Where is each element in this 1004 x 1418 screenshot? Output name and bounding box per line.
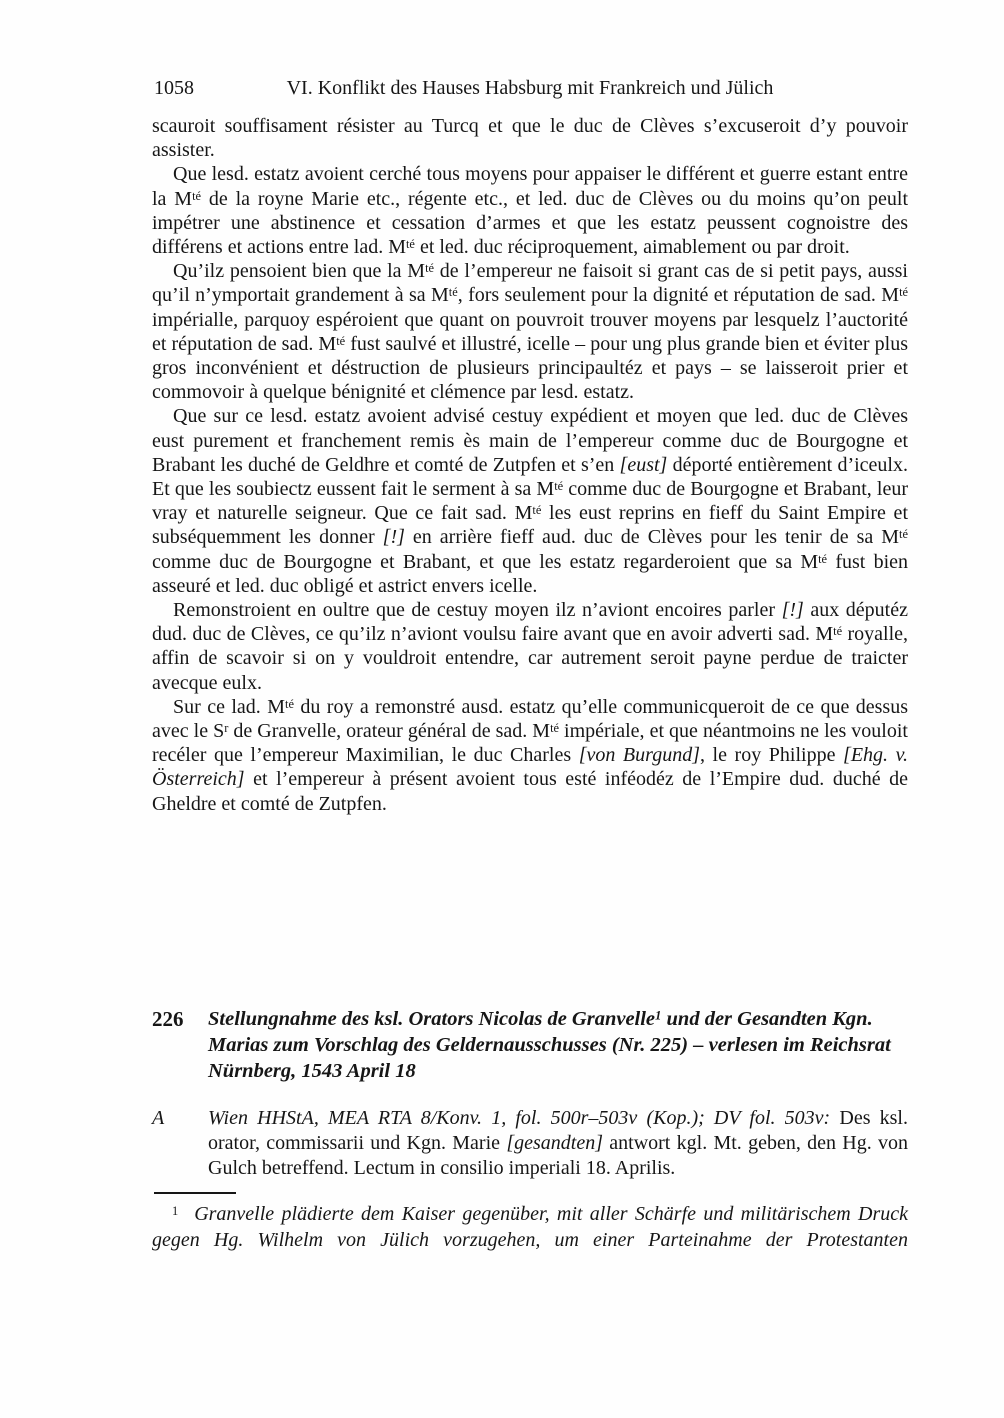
body-paragraph: Que sur ce lesd. estatz avoient advisé cestuy expédient et moyen que led. duc de Clèves eust purement et franchement remis ès main de l’empereur comme duc de Bourgogne et Brabant les duché de Geldhre et comté de Zutpfen et s’en [eust] déporté entièrement d’iceulx. Et que les soubiectz eussent fait le serment à sa $M^{té}$ comme duc de Bourgogne et Brabant, leur vray et naturelle seigneur. Que ce fait sad. $M^{té}$ les eust reprins en fieff du Saint Empire et subséquemment les donner [!] en arrière fieff aud. duc de Clèves pour les tenir de sa $M^{té}$ comme duc de Bourgogne et Brabant, et que les estatz regarderoient que sa $M^{té}$ fust bien asseuré et led. duc obligé et astrict envers icelle. — [152, 405, 908, 597]
footnote-separator — [154, 1192, 236, 1194]
body-paragraph: Qu’ilz pensoient bien que la $M^{té}$ de l’empereur ne faisoit si grant cas de si petit pays, aussi qu’il n’ymportait grandement à sa $M^{té}$, fors seulement pour la dignité et réputation de sad. $M^{té}$ impérialle, parquoy espéroient que quant on pouvroit trouver moyens par lesquelz l’auctorité et réputation de sad. $M^{té}$ fust saulvé et illustré, icelle – pour ung plus grande bien et éviter plus gros inconvénient et déstruction de plusieurs principaultéz et pays – se laisseroit prier et commovoir à quelque bénignité et clémence par lesd. estatz. — [152, 260, 909, 404]
body-paragraph: Remonstroient en oultre que de cestuy moyen ilz n’aviont encoires parler [!] aux députéz dud. duc de Clèves, ce qu’ilz n’aviont voulsu faire avant que en avoir adverti sad. $M^{té}$ royalle, affin de scavoir si on y vouldroit entendre, car autrement seroit payne perdue de traicter avecque eulx. — [152, 599, 909, 694]
footnote-marker: 1 — [172, 1203, 179, 1218]
page-number: 1058 — [154, 77, 194, 99]
footnote-area — [152, 1192, 908, 1253]
running-head — [152, 76, 908, 100]
source-siglum: A — [152, 1107, 165, 1129]
footnote-body: Granvelle plädierte dem Kaiser gegenüber, mit aller Schärfe und militärischem Druck gegen Hg. Wilhelm von Jülich vorzugehen, um einer Parteinahme der Protestanten — [152, 1203, 908, 1251]
running-title: VI. Konflikt des Hauses Habsburg mit Frankreich und Jülich — [286, 77, 774, 99]
source-entry — [152, 1106, 908, 1181]
source-description: Wien HHStA, MEA RTA 8/Konv. 1, fol. 500r–503v (Kop.); DV fol. 503v: Des ksl. orator, commissarii und Kgn. Marie [gesandten] antwort kgl. Mt. geben, den Hg. von Gulch betreffend. Lectum in consilio imperiali 18. Aprilis. — [208, 1107, 908, 1179]
entry-number: 226 — [152, 1007, 184, 1031]
entry-title: Stellungnahme des ksl. Orators Nicolas de Granvelle$^1$ und der Gesandten Kgn. Marias zum Vorschlag des Geldernausschusses (Nr. 225) – verlesen im Reichsrat Nürnberg, 1543 April 18 — [208, 1008, 891, 1082]
body-paragraph: Que lesd. estatz avoient cerché tous moyens pour appaiser le différent et guerre estant entre la $M^{té}$ de la royne Marie etc., régente etc., et led. duc de Clèves ou du moins qu’on peult impétrer une abstinence et cessation d’armes et que les estatz peussent cognoistre des différens et actions entre lad. $M^{té}$ et led. duc réciproquement, aimablement ou par droit. — [152, 163, 909, 259]
entry-heading — [152, 1006, 908, 1084]
footnote — [152, 1201, 908, 1253]
body-paragraph: Sur ce lad. $M^{té}$ du roy a remonstré ausd. estatz qu’elle communicqueroit de ce que dessus avec le $S^r$ de Granvelle, orateur général de sad. $M^{té}$ impériale, et que néantmoins ne les vouloit recéler que l’empereur Maximilian, le duc Charles [von Burgund], le roy Philippe [Ehg. v. Österreich] et l’empereur à présent avoient tous esté inféodéz de l’Empire dud. duché de Gheldre et comté de Zutpfen. — [152, 695, 908, 815]
document-entry — [152, 1006, 908, 1181]
body-text — [152, 114, 908, 816]
body-paragraph: scauroit souffisament résister au Turcq et que le duc de Clèves s’excuseroit d’y pouvoir assister. — [152, 115, 908, 162]
